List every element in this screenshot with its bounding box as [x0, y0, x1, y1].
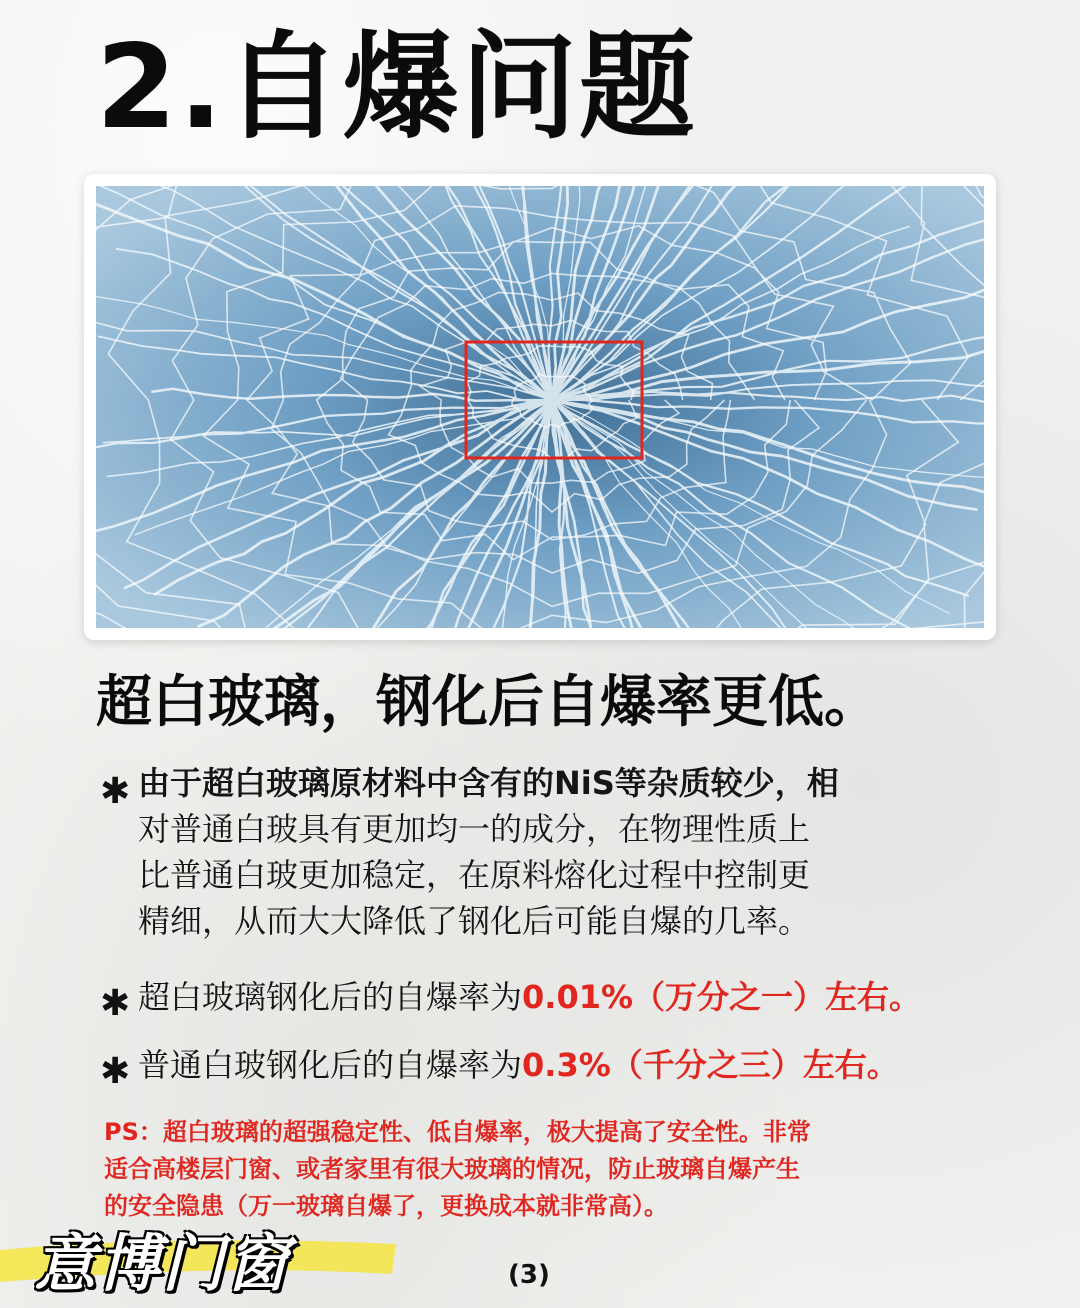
headline: 超白玻璃，钢化后自爆率更低。: [96, 670, 880, 735]
rate-label: 普通白玻钢化后的自爆率为: [138, 1046, 523, 1084]
ps-line: 适合高楼层门窗、或者家里有很大玻璃的情况，防止玻璃自爆产生: [104, 1155, 800, 1183]
shattered-glass-image: [96, 186, 984, 628]
broken-glass-photo: [84, 174, 996, 640]
rate-value: 0.01%（万分之一）左右。: [522, 978, 922, 1016]
paragraph-line: 比普通白玻更加稳定，在原料熔化过程中控制更: [138, 856, 811, 894]
ps-note: [104, 1114, 984, 1225]
bullet-icon: ✱: [100, 771, 131, 812]
ps-line: PS：超白玻璃的超强稳定性、低自爆率，极大提高了安全性。非常: [104, 1118, 811, 1146]
page-number: (3): [508, 1260, 550, 1290]
ordinary-rate-line: [138, 1042, 978, 1088]
page-title: 2.自爆问题: [96, 20, 697, 155]
paragraph-line: 由于超白玻璃原材料中含有的NiS等杂质较少，相: [138, 764, 839, 802]
bullet-icon: ✱: [100, 983, 131, 1024]
ultra-clear-rate-line: [138, 974, 978, 1020]
ps-line: 的安全隐患（万一玻璃自爆了，更换成本就非常高）。: [104, 1192, 668, 1220]
bullet-icon: ✱: [100, 1051, 131, 1092]
paragraph-line: 对普通白玻具有更加均一的成分，在物理性质上: [138, 810, 811, 848]
rate-label: 超白玻璃钢化后的自爆率为: [138, 978, 523, 1016]
paragraph-impurities: [138, 760, 978, 944]
brand-logo: 意博门窗: [34, 1227, 291, 1300]
paragraph-line: 精细，从而大大降低了钢化后可能自爆的几率。: [138, 902, 811, 940]
rate-value: 0.3%（千分之三）左右。: [522, 1046, 899, 1084]
